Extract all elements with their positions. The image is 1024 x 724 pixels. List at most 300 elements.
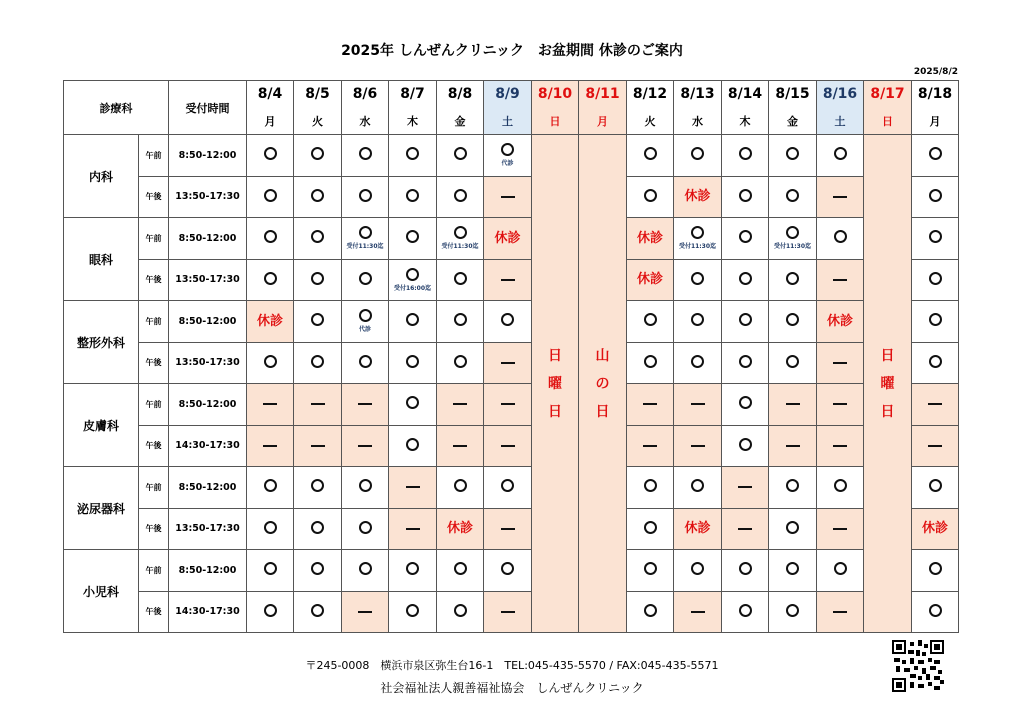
- period-label: 午前: [139, 301, 169, 343]
- period-label: 午後: [139, 591, 169, 633]
- open-circle-icon: [929, 230, 942, 243]
- schedule-cell: [912, 301, 959, 343]
- schedule-cell: [817, 425, 864, 467]
- open-circle-icon: [929, 604, 942, 617]
- schedule-cell: [627, 135, 674, 177]
- schedule-cell: [294, 135, 342, 177]
- schedule-row: [64, 508, 959, 550]
- open-circle-icon: [359, 309, 372, 322]
- dash-mark: [833, 403, 847, 405]
- open-circle-icon: [311, 604, 324, 617]
- time-range: 8:50-12:00: [169, 467, 247, 509]
- date-header-cell: 8/15: [769, 81, 817, 108]
- schedule-cell: [627, 384, 674, 426]
- schedule-cell: [294, 550, 342, 592]
- open-circle-icon: [311, 313, 324, 326]
- cell-note: 受付11:30迄: [441, 243, 479, 251]
- schedule-cell: [294, 342, 342, 384]
- schedule-cell: [674, 425, 722, 467]
- dash-mark: [406, 486, 420, 488]
- period-label: 午後: [139, 342, 169, 384]
- open-circle-icon: [786, 479, 799, 492]
- schedule-cell: [294, 591, 342, 633]
- schedule-cell: [294, 425, 342, 467]
- weekday-header-cell: 月: [579, 108, 627, 135]
- open-circle-icon: [834, 562, 847, 575]
- schedule-cell: [437, 550, 484, 592]
- page-title: 2025年 しんぜんクリニック お盆期間 休診のご案内: [341, 43, 683, 59]
- schedule-cell: [817, 591, 864, 633]
- open-circle-icon: [264, 355, 277, 368]
- schedule-cell: [912, 467, 959, 509]
- schedule-cell: [627, 425, 674, 467]
- open-circle-icon: [264, 562, 277, 575]
- schedule-cell: [484, 342, 532, 384]
- schedule-row: [64, 384, 959, 426]
- weekday-header-cell: 土: [484, 108, 532, 135]
- weekday-header-cell: 土: [817, 108, 864, 135]
- time-range: 13:50-17:30: [169, 259, 247, 301]
- schedule-row: [64, 550, 959, 592]
- time-range: 14:30-17:30: [169, 425, 247, 467]
- closed-mark: 休診: [636, 272, 663, 288]
- date-header-cell: 8/9: [484, 81, 532, 108]
- schedule-cell: [674, 342, 722, 384]
- time-range: 8:50-12:00: [169, 301, 247, 343]
- schedule-cell: [674, 591, 722, 633]
- schedule-cell: [722, 425, 769, 467]
- schedule-cell: [722, 591, 769, 633]
- schedule-cell: [247, 301, 294, 343]
- open-circle-icon: [691, 147, 704, 160]
- schedule-cell: [484, 591, 532, 633]
- closed-mark: 休診: [256, 313, 283, 329]
- closed-mark: 休診: [636, 230, 663, 246]
- open-circle-icon: [739, 189, 752, 202]
- schedule-cell: [627, 176, 674, 218]
- schedule-cell: [389, 301, 437, 343]
- open-circle-icon: [644, 521, 657, 534]
- schedule-cell: [389, 467, 437, 509]
- schedule-cell: [342, 591, 389, 633]
- weekday-header-cell: 日: [532, 108, 579, 135]
- open-circle-icon: [311, 147, 324, 160]
- schedule-cell: [342, 425, 389, 467]
- dash-mark: [501, 279, 515, 281]
- schedule-cell: [389, 342, 437, 384]
- open-circle-icon: [264, 147, 277, 160]
- schedule-row: [64, 176, 959, 218]
- open-circle-icon: [691, 479, 704, 492]
- schedule-cell: [674, 135, 722, 177]
- open-circle-icon: [739, 355, 752, 368]
- schedule-cell: [912, 384, 959, 426]
- open-circle-icon: [929, 272, 942, 285]
- dash-mark: [691, 403, 705, 405]
- weekday-header-cell: 月: [912, 108, 959, 135]
- open-circle-icon: [359, 355, 372, 368]
- schedule-cell: [437, 218, 484, 260]
- schedule-cell: [247, 591, 294, 633]
- schedule-cell: [912, 508, 959, 550]
- open-circle-icon: [264, 479, 277, 492]
- schedule-cell: [817, 259, 864, 301]
- schedule-cell: [437, 135, 484, 177]
- period-label: 午前: [139, 467, 169, 509]
- dash-mark: [501, 611, 515, 613]
- closed-mark: 休診: [684, 521, 711, 537]
- date-header-cell: 8/14: [722, 81, 769, 108]
- closed-day-char: 山: [595, 347, 610, 364]
- schedule-cell: [342, 301, 389, 343]
- schedule-cell: [627, 301, 674, 343]
- open-circle-icon: [311, 355, 324, 368]
- schedule-cell: [342, 135, 389, 177]
- schedule-cell: [484, 259, 532, 301]
- open-circle-icon: [311, 189, 324, 202]
- time-range: 14:30-17:30: [169, 591, 247, 633]
- qr-code-icon: [892, 640, 944, 692]
- department-name: 内科: [64, 135, 139, 218]
- schedule-cell: [484, 508, 532, 550]
- schedule-cell: [817, 301, 864, 343]
- schedule-cell: [674, 467, 722, 509]
- department-name: 小児科: [64, 550, 139, 633]
- open-circle-icon: [786, 147, 799, 160]
- period-label: 午後: [139, 259, 169, 301]
- schedule-cell: [247, 259, 294, 301]
- open-circle-icon: [644, 147, 657, 160]
- open-circle-icon: [454, 562, 467, 575]
- schedule-cell: [389, 425, 437, 467]
- open-circle-icon: [786, 313, 799, 326]
- weekday-header-cell: 水: [342, 108, 389, 135]
- weekday-header-cell: 金: [769, 108, 817, 135]
- dash-mark: [453, 445, 467, 447]
- open-circle-icon: [311, 521, 324, 534]
- date-header-cell: 8/18: [912, 81, 959, 108]
- schedule-cell: [722, 135, 769, 177]
- open-circle-icon: [406, 230, 419, 243]
- schedule-cell: [769, 384, 817, 426]
- closed-day-char: 日: [880, 403, 895, 420]
- date-header-cell: 8/12: [627, 81, 674, 108]
- schedule-cell: [817, 467, 864, 509]
- schedule-table: [63, 80, 959, 633]
- open-circle-icon: [929, 562, 942, 575]
- open-circle-icon: [834, 479, 847, 492]
- open-circle-icon: [264, 189, 277, 202]
- schedule-cell: [674, 259, 722, 301]
- open-circle-icon: [406, 355, 419, 368]
- schedule-cell: [484, 135, 532, 177]
- schedule-cell: [437, 384, 484, 426]
- open-circle-icon: [786, 562, 799, 575]
- schedule-cell: [912, 259, 959, 301]
- schedule-cell: [484, 467, 532, 509]
- date-header-cell: 8/16: [817, 81, 864, 108]
- open-circle-icon: [359, 226, 372, 239]
- open-circle-icon: [264, 604, 277, 617]
- dash-mark: [406, 528, 420, 530]
- period-label: 午前: [139, 135, 169, 177]
- schedule-cell: [627, 467, 674, 509]
- schedule-row: [64, 342, 959, 384]
- period-label: 午前: [139, 550, 169, 592]
- time-range: 8:50-12:00: [169, 135, 247, 177]
- open-circle-icon: [739, 604, 752, 617]
- schedule-cell: [912, 550, 959, 592]
- open-circle-icon: [454, 226, 467, 239]
- schedule-cell: [294, 508, 342, 550]
- schedule-cell: [389, 508, 437, 550]
- schedule-cell: [484, 176, 532, 218]
- time-range: 8:50-12:00: [169, 384, 247, 426]
- schedule-row: [64, 425, 959, 467]
- closed-day-char: 曜: [548, 375, 562, 392]
- schedule-cell: [817, 176, 864, 218]
- dash-mark: [453, 403, 467, 405]
- schedule-cell: [294, 301, 342, 343]
- weekday-header-cell: 日: [864, 108, 912, 135]
- department-name: 眼科: [64, 218, 139, 301]
- period-label: 午後: [139, 176, 169, 218]
- schedule-cell: [437, 467, 484, 509]
- dash-mark: [833, 528, 847, 530]
- open-circle-icon: [454, 313, 467, 326]
- open-circle-icon: [786, 226, 799, 239]
- closed-mark: 休診: [684, 189, 711, 205]
- schedule-cell: [247, 218, 294, 260]
- cell-note: 受付11:30迄: [346, 243, 384, 251]
- open-circle-icon: [501, 313, 514, 326]
- open-circle-icon: [644, 479, 657, 492]
- schedule-cell: [342, 176, 389, 218]
- time-range: 8:50-12:00: [169, 218, 247, 260]
- dash-mark: [833, 279, 847, 281]
- time-range: 13:50-17:30: [169, 176, 247, 218]
- schedule-cell: [247, 342, 294, 384]
- open-circle-icon: [739, 272, 752, 285]
- dash-mark: [501, 445, 515, 447]
- schedule-cell: [247, 135, 294, 177]
- open-circle-icon: [929, 189, 942, 202]
- schedule-cell: [389, 384, 437, 426]
- open-circle-icon: [929, 147, 942, 160]
- dash-mark: [928, 403, 942, 405]
- department-name: 泌尿器科: [64, 467, 139, 550]
- schedule-cell: [769, 550, 817, 592]
- closed-column: [864, 135, 912, 633]
- schedule-cell: [674, 384, 722, 426]
- schedule-row: [64, 135, 959, 177]
- cell-note: 受付16:00迄: [393, 284, 432, 292]
- schedule-cell: [912, 425, 959, 467]
- schedule-cell: [769, 301, 817, 343]
- schedule-cell: [342, 259, 389, 301]
- open-circle-icon: [929, 355, 942, 368]
- schedule-cell: [484, 550, 532, 592]
- schedule-cell: [627, 218, 674, 260]
- weekday-header-cell: 金: [437, 108, 484, 135]
- weekday-header-cell: 火: [627, 108, 674, 135]
- schedule-cell: [389, 176, 437, 218]
- date-header-cell: 8/7: [389, 81, 437, 108]
- schedule-cell: [247, 384, 294, 426]
- open-circle-icon: [454, 189, 467, 202]
- dash-mark: [786, 445, 800, 447]
- schedule-cell: [912, 591, 959, 633]
- schedule-cell: [674, 550, 722, 592]
- schedule-cell: [817, 384, 864, 426]
- schedule-cell: [342, 384, 389, 426]
- weekday-header-cell: 月: [247, 108, 294, 135]
- open-circle-icon: [406, 396, 419, 409]
- open-circle-icon: [454, 147, 467, 160]
- date-header-cell: 8/4: [247, 81, 294, 108]
- dash-mark: [501, 403, 515, 405]
- schedule-row: [64, 467, 959, 509]
- open-circle-icon: [359, 562, 372, 575]
- open-circle-icon: [501, 562, 514, 575]
- dash-mark: [263, 403, 277, 405]
- schedule-row: [64, 301, 959, 343]
- open-circle-icon: [739, 562, 752, 575]
- open-circle-icon: [406, 268, 419, 281]
- open-circle-icon: [834, 147, 847, 160]
- dash-mark: [833, 196, 847, 198]
- schedule-row: [64, 218, 959, 260]
- open-circle-icon: [311, 479, 324, 492]
- open-circle-icon: [311, 272, 324, 285]
- schedule-cell: [817, 342, 864, 384]
- schedule-cell: [247, 425, 294, 467]
- schedule-cell: [722, 176, 769, 218]
- schedule-cell: [722, 301, 769, 343]
- open-circle-icon: [501, 143, 514, 156]
- open-circle-icon: [406, 147, 419, 160]
- time-range: 13:50-17:30: [169, 342, 247, 384]
- dash-mark: [501, 362, 515, 364]
- closed-day-char: 日: [548, 403, 562, 420]
- open-circle-icon: [359, 189, 372, 202]
- schedule-cell: [437, 176, 484, 218]
- schedule-cell: [437, 259, 484, 301]
- schedule-cell: [722, 550, 769, 592]
- open-circle-icon: [359, 147, 372, 160]
- schedule-cell: [484, 425, 532, 467]
- open-circle-icon: [264, 272, 277, 285]
- schedule-cell: [389, 550, 437, 592]
- open-circle-icon: [454, 272, 467, 285]
- period-label: 午前: [139, 384, 169, 426]
- dash-mark: [501, 528, 515, 530]
- schedule-cell: [484, 301, 532, 343]
- date-header-cell: 8/8: [437, 81, 484, 108]
- schedule-cell: [437, 342, 484, 384]
- open-circle-icon: [406, 562, 419, 575]
- schedule-row: [64, 591, 959, 633]
- schedule-cell: [769, 467, 817, 509]
- closed-column: [532, 135, 579, 633]
- open-circle-icon: [929, 313, 942, 326]
- open-circle-icon: [739, 313, 752, 326]
- schedule-cell: [674, 301, 722, 343]
- open-circle-icon: [644, 355, 657, 368]
- schedule-cell: [437, 508, 484, 550]
- schedule-cell: [247, 508, 294, 550]
- schedule-cell: [912, 176, 959, 218]
- schedule-cell: [674, 176, 722, 218]
- schedule-cell: [389, 218, 437, 260]
- dash-mark: [311, 403, 325, 405]
- schedule-cell: [769, 342, 817, 384]
- schedule-cell: [437, 301, 484, 343]
- schedule-cell: [389, 135, 437, 177]
- closed-day-char: の: [595, 375, 610, 392]
- schedule-cell: [722, 467, 769, 509]
- schedule-cell: [769, 425, 817, 467]
- open-circle-icon: [739, 230, 752, 243]
- schedule-cell: [769, 508, 817, 550]
- schedule-cell: [722, 259, 769, 301]
- schedule-cell: [342, 342, 389, 384]
- schedule-cell: [769, 591, 817, 633]
- dash-mark: [691, 445, 705, 447]
- open-circle-icon: [406, 189, 419, 202]
- open-circle-icon: [929, 479, 942, 492]
- dash-mark: [738, 486, 752, 488]
- schedule-cell: [389, 591, 437, 633]
- open-circle-icon: [406, 438, 419, 451]
- open-circle-icon: [691, 355, 704, 368]
- schedule-cell: [294, 467, 342, 509]
- schedule-cell: [627, 342, 674, 384]
- schedule-cell: [294, 259, 342, 301]
- date-header-cell: 8/11: [579, 81, 627, 108]
- dash-mark: [833, 362, 847, 364]
- footer-address: 〒245-0008 横浜市泉区弥生台16-1 TEL:045-435-5570 / FAX:045-435-5571: [305, 659, 719, 672]
- open-circle-icon: [311, 230, 324, 243]
- period-label: 午前: [139, 218, 169, 260]
- date-header-cell: 8/10: [532, 81, 579, 108]
- dash-mark: [263, 445, 277, 447]
- open-circle-icon: [359, 479, 372, 492]
- dash-mark: [833, 445, 847, 447]
- schedule-cell: [817, 508, 864, 550]
- department-name: 整形外科: [64, 301, 139, 384]
- schedule-cell: [247, 176, 294, 218]
- dash-mark: [358, 403, 372, 405]
- open-circle-icon: [739, 438, 752, 451]
- cell-note: 受付11:30迄: [678, 243, 717, 251]
- schedule-cell: [722, 508, 769, 550]
- open-circle-icon: [454, 604, 467, 617]
- schedule-cell: [342, 550, 389, 592]
- open-circle-icon: [786, 355, 799, 368]
- closed-day-char: 日: [548, 347, 562, 364]
- cell-note: 代診: [501, 160, 514, 168]
- dash-mark: [738, 528, 752, 530]
- date-header-cell: 8/17: [864, 81, 912, 108]
- open-circle-icon: [644, 562, 657, 575]
- schedule-cell: [817, 550, 864, 592]
- footer-organization: 社会福祉法人親善福祉協会 しんぜんクリニック: [380, 681, 644, 695]
- schedule-cell: [342, 508, 389, 550]
- schedule-cell: [627, 591, 674, 633]
- date-header-cell: 8/5: [294, 81, 342, 108]
- date-header-cell: 8/13: [674, 81, 722, 108]
